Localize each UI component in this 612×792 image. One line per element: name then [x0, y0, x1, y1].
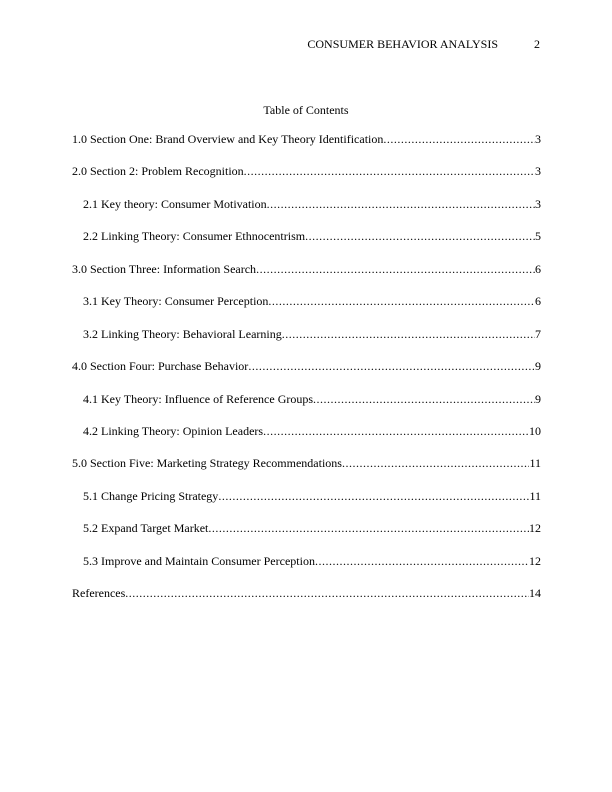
toc-entry-text: 2.0 Section 2: Problem Recognition — [72, 164, 244, 179]
toc-entry-page: 6 — [535, 261, 541, 276]
toc-entry[interactable] — [72, 423, 541, 439]
page-header — [72, 36, 540, 52]
dot-leader — [263, 423, 529, 439]
page-number: 2 — [534, 37, 540, 51]
dot-leader — [218, 488, 529, 504]
toc-entry-page: 3 — [535, 196, 541, 211]
toc-entry-page: 10 — [529, 423, 541, 438]
toc-entry[interactable] — [72, 131, 541, 147]
toc-entry[interactable] — [72, 293, 541, 309]
dot-leader — [208, 520, 529, 536]
toc-entry-text: 4.2 Linking Theory: Opinion Leaders — [83, 423, 264, 438]
toc-entry-text: 4.1 Key Theory: Influence of Reference Groups — [83, 391, 314, 406]
toc-entry-page: 3 — [535, 164, 541, 179]
toc-title: Table of Contents — [263, 103, 349, 117]
toc-entry-page: 5 — [535, 229, 541, 244]
dot-leader — [305, 228, 535, 244]
toc-entry[interactable] — [72, 196, 541, 212]
toc-entry-page: 12 — [529, 521, 541, 536]
toc-entry-page: 3 — [535, 132, 541, 146]
toc-entry[interactable] — [72, 585, 541, 601]
toc-entry[interactable] — [72, 520, 541, 536]
toc-entry-text: 5.2 Expand Target Market — [83, 521, 209, 536]
toc-entry-page: 9 — [535, 359, 541, 374]
dot-leader — [125, 585, 529, 601]
toc-entry-page: 7 — [535, 326, 541, 341]
toc-entry[interactable] — [72, 455, 541, 471]
toc-entry-page: 6 — [535, 294, 541, 309]
dot-leader — [313, 391, 535, 407]
dot-leader — [383, 131, 535, 147]
table-of-contents — [72, 131, 541, 618]
toc-entry-text: 2.1 Key theory: Consumer Motivation — [83, 196, 267, 211]
dot-leader — [244, 163, 535, 179]
toc-entry-text: 1.0 Section One: Brand Overview and Key Theory Identification — [72, 132, 384, 146]
dot-leader — [267, 196, 535, 212]
toc-entry-page: 11 — [529, 488, 541, 503]
toc-entry-text: 3.2 Linking Theory: Behavioral Learning — [83, 326, 282, 341]
toc-entry-text: 2.2 Linking Theory: Consumer Ethnocentrism — [83, 229, 306, 244]
dot-leader — [248, 358, 535, 374]
dot-leader — [342, 455, 529, 471]
toc-entry-page: 11 — [529, 456, 541, 471]
toc-entry[interactable] — [72, 553, 541, 569]
toc-entry[interactable] — [72, 163, 541, 179]
toc-entry-page: 14 — [529, 586, 541, 601]
toc-entry[interactable] — [72, 326, 541, 342]
dot-leader — [282, 326, 535, 342]
toc-entry-text: 5.3 Improve and Maintain Consumer Perception — [83, 553, 315, 568]
dot-leader — [268, 293, 535, 309]
toc-entry-text: 5.1 Change Pricing Strategy — [83, 488, 219, 503]
toc-entry-text: 4.0 Section Four: Purchase Behavior — [72, 359, 249, 374]
toc-entry[interactable] — [72, 391, 541, 407]
toc-entry-text: 3.0 Section Three: Information Search — [72, 261, 257, 276]
dot-leader — [315, 553, 529, 569]
toc-entry-page: 9 — [535, 391, 541, 406]
toc-entry-page: 12 — [529, 553, 541, 568]
running-head: CONSUMER BEHAVIOR ANALYSIS — [307, 37, 498, 51]
dot-leader — [256, 261, 535, 277]
toc-entry[interactable] — [72, 358, 541, 374]
toc-entry[interactable] — [72, 488, 541, 504]
toc-entry[interactable] — [72, 228, 541, 244]
toc-entry[interactable] — [72, 261, 541, 277]
toc-entry-text: 3.1 Key Theory: Consumer Perception — [83, 294, 269, 309]
toc-entry-text: 5.0 Section Five: Marketing Strategy Recommendations — [72, 456, 342, 471]
toc-entry-text: References — [72, 586, 126, 601]
